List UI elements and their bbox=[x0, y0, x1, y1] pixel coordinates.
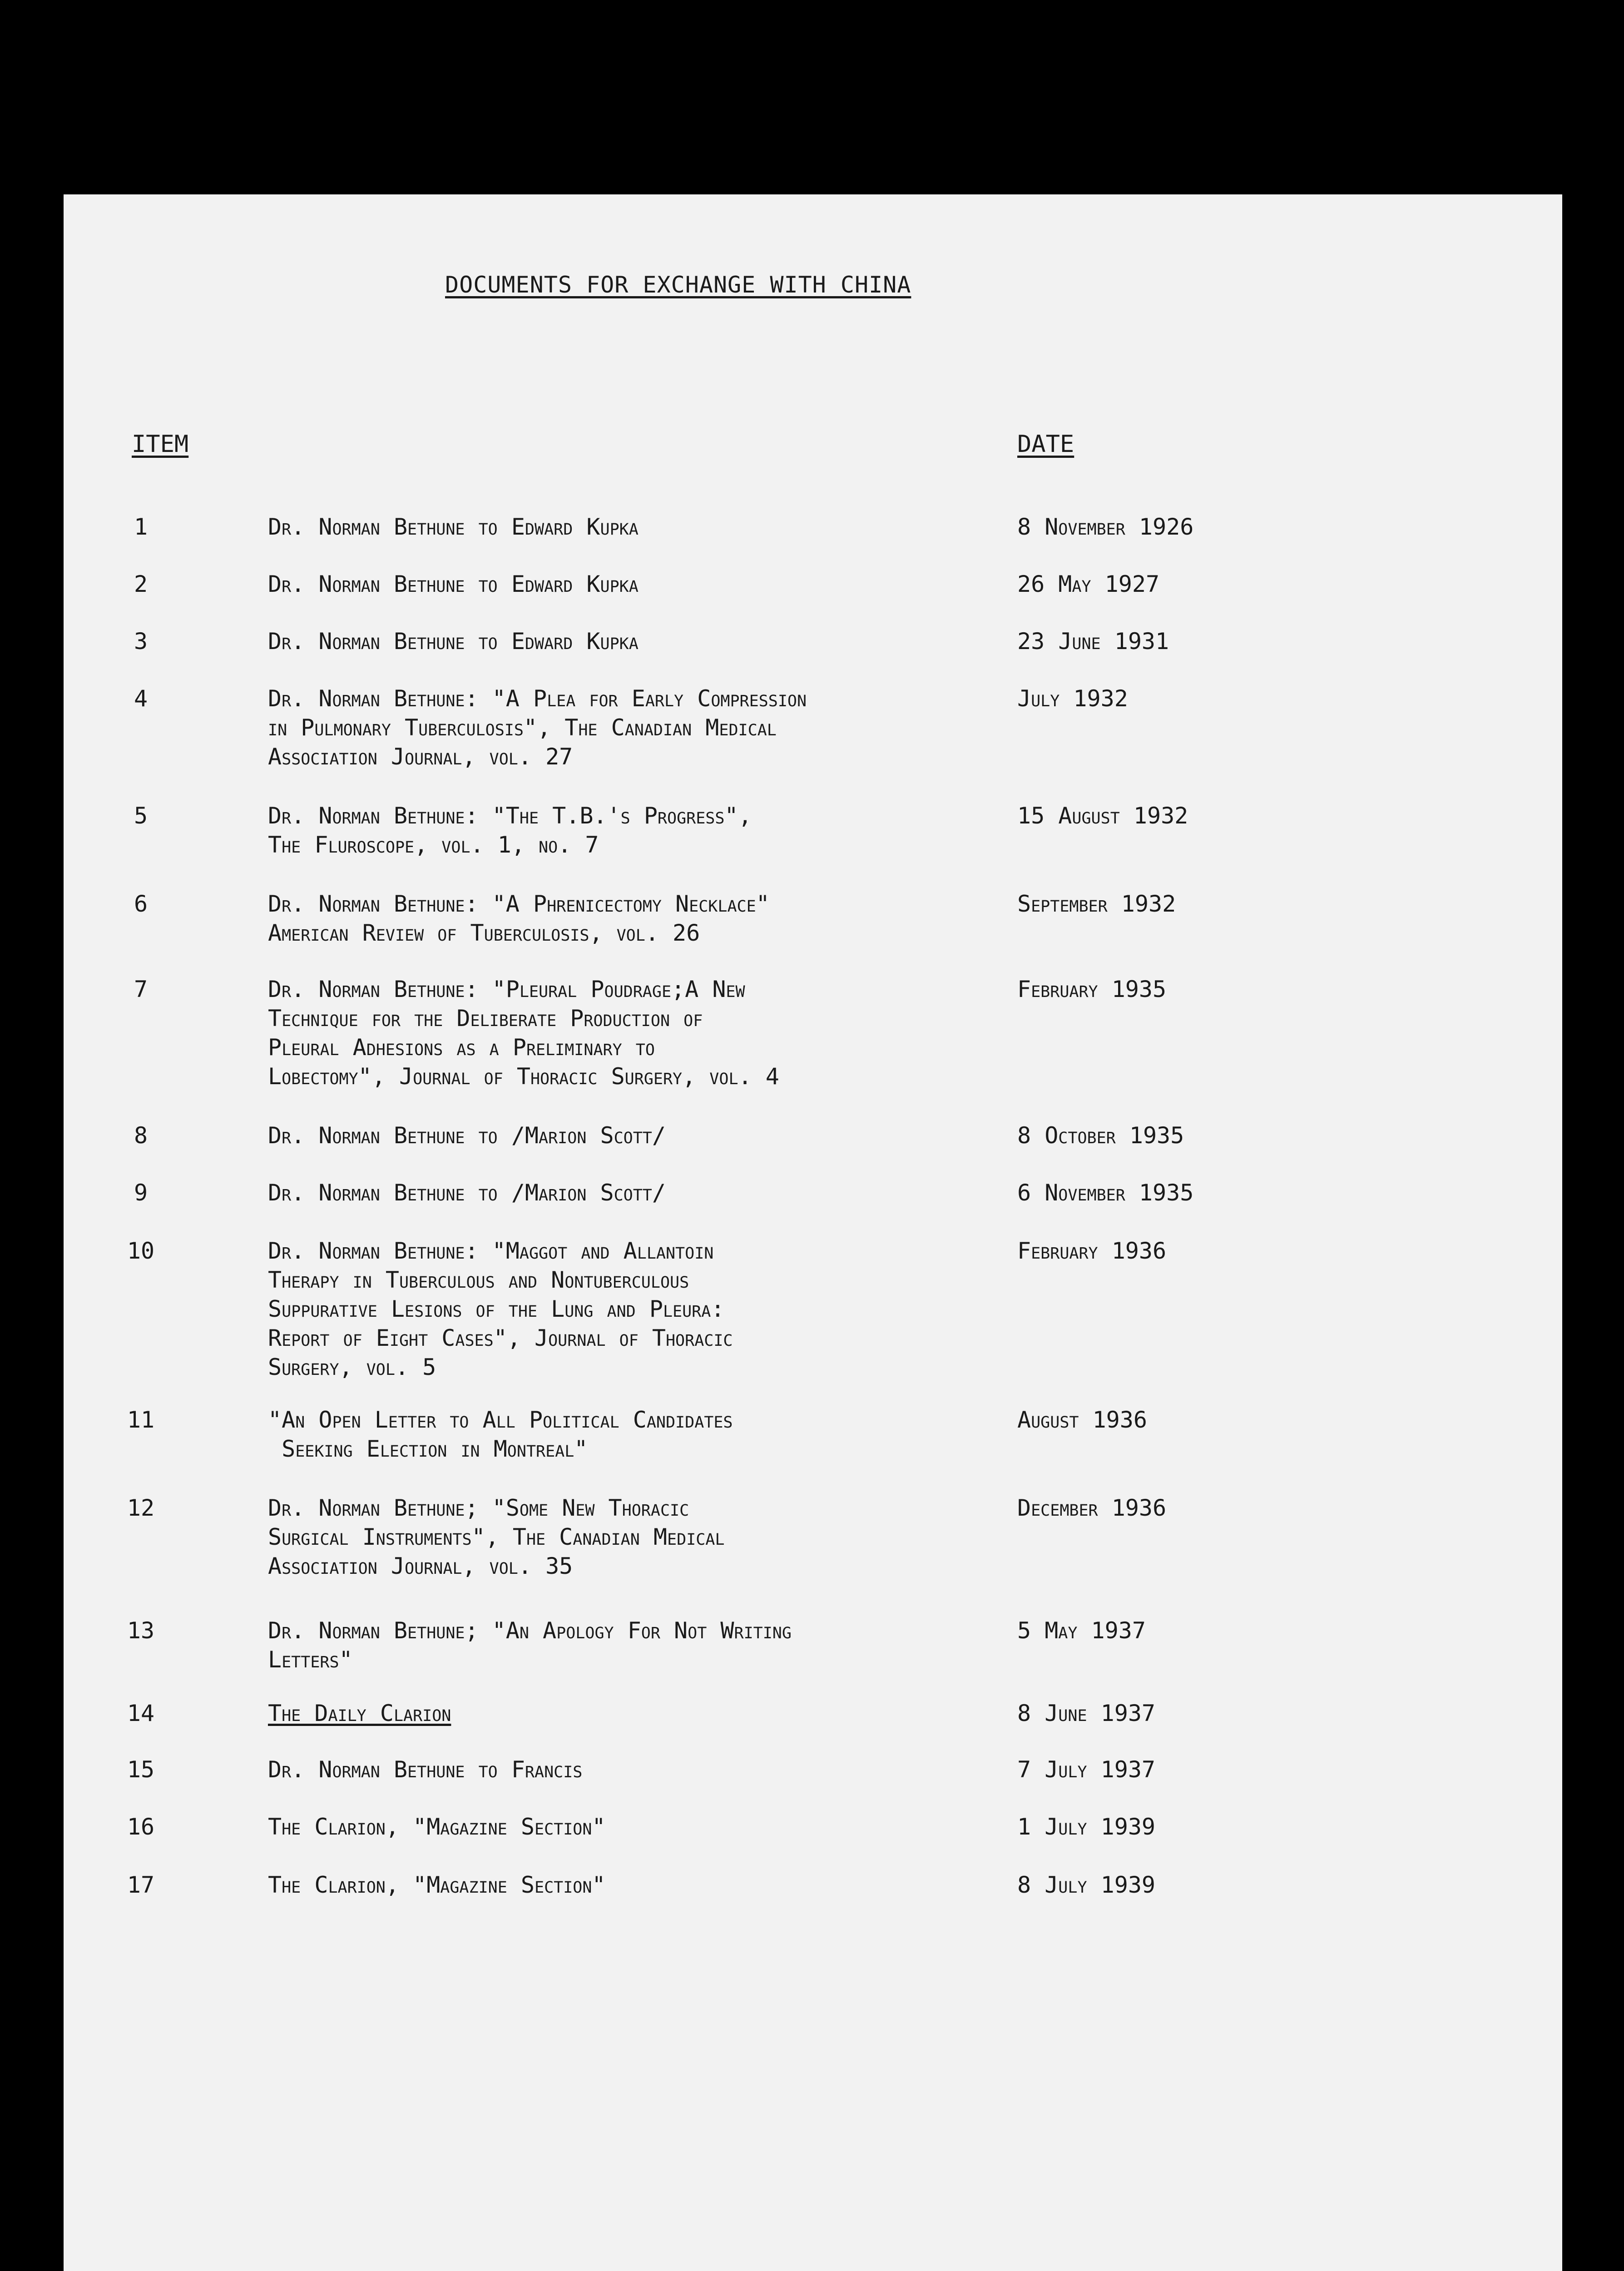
item-description-line: Seeking Election in Montreal" bbox=[268, 1436, 588, 1462]
item-description bbox=[268, 1236, 995, 1382]
item-number: 5 bbox=[134, 803, 148, 829]
item-description bbox=[268, 1699, 995, 1728]
item-description bbox=[268, 570, 995, 599]
item-date: July 1932 bbox=[1017, 685, 1128, 712]
item-number: 12 bbox=[127, 1495, 155, 1521]
item-date: 23 June 1931 bbox=[1017, 628, 1169, 655]
item-description-line: Pleural Adhesions as a Preliminary to bbox=[268, 1034, 655, 1061]
item-description bbox=[268, 1121, 995, 1150]
item-description-line: Suppurative Lesions of the Lung and Pleura: bbox=[268, 1296, 725, 1322]
item-description-line: The Fluroscope, vol. 1, no. 7 bbox=[268, 832, 599, 858]
item-date: 26 May 1927 bbox=[1017, 571, 1160, 597]
item-number: 4 bbox=[134, 685, 148, 712]
item-number: 15 bbox=[127, 1756, 155, 1783]
item-description bbox=[268, 1616, 995, 1674]
item-description bbox=[268, 889, 995, 947]
item-description-line: Dr. Norman Bethune to /Marion Scott/ bbox=[268, 1122, 666, 1149]
arrow-marker-icon bbox=[0, 1483, 41, 1523]
item-date: 1 July 1939 bbox=[1017, 1814, 1156, 1840]
item-description-line: Dr. Norman Bethune to Francis bbox=[268, 1756, 583, 1783]
column-header-item: ITEM bbox=[132, 431, 189, 458]
item-number: 11 bbox=[127, 1407, 155, 1433]
item-number: 17 bbox=[127, 1872, 155, 1898]
item-description-line: Dr. Norman Bethune; "An Apology For Not Writing bbox=[268, 1617, 792, 1644]
item-date: 8 November 1926 bbox=[1017, 514, 1194, 540]
item-description bbox=[268, 512, 995, 541]
item-number: 9 bbox=[134, 1180, 148, 1206]
column-header-date: DATE bbox=[1017, 431, 1074, 458]
document-page bbox=[64, 194, 1562, 2271]
item-description bbox=[268, 975, 995, 1091]
item-number: 3 bbox=[134, 628, 148, 655]
item-description-line: The Clarion, "Magazine Section" bbox=[268, 1872, 606, 1898]
item-description-line: Dr. Norman Bethune: "A Plea for Early Compression bbox=[268, 685, 807, 712]
item-description bbox=[268, 1178, 995, 1207]
item-description-line: "An Open Letter to All Political Candidates bbox=[268, 1407, 733, 1433]
item-number: 10 bbox=[127, 1238, 155, 1264]
item-description-line: Dr. Norman Bethune: "A Phrenicectomy Necklace" bbox=[268, 891, 770, 917]
item-number: 8 bbox=[134, 1122, 148, 1149]
item-description-line: Association Journal, vol. 27 bbox=[268, 744, 573, 770]
item-description-line: Dr. Norman Bethune: "Maggot and Allantoin bbox=[268, 1238, 714, 1264]
item-description-line: Dr. Norman Bethune: "Pleural Poudrage;A New bbox=[268, 976, 745, 1002]
item-description bbox=[268, 801, 995, 859]
item-date: 7 July 1937 bbox=[1017, 1756, 1156, 1783]
item-number: 13 bbox=[127, 1617, 155, 1644]
item-description bbox=[268, 684, 995, 771]
item-date: 15 August 1932 bbox=[1017, 803, 1188, 829]
item-description-line: Dr. Norman Bethune to /Marion Scott/ bbox=[268, 1180, 666, 1206]
item-date: September 1932 bbox=[1017, 891, 1176, 917]
item-description-line: in Pulmonary Tuberculosis", The Canadian Medical bbox=[268, 714, 777, 741]
item-description-line: American Review of Tuberculosis, vol. 26 bbox=[268, 920, 700, 946]
item-date: 8 July 1939 bbox=[1017, 1872, 1156, 1898]
item-description-line: Surgery, vol. 5 bbox=[268, 1354, 436, 1380]
item-description bbox=[268, 1493, 995, 1581]
item-number: 6 bbox=[134, 891, 148, 917]
item-description-line: Association Journal, vol. 35 bbox=[268, 1553, 573, 1579]
item-description-line: Dr. Norman Bethune; "Some New Thoracic bbox=[268, 1495, 689, 1521]
item-description-line: Dr. Norman Bethune: "The T.B.'s Progress", bbox=[268, 803, 752, 829]
item-description-line: Therapy in Tuberculous and Nontuberculous bbox=[268, 1267, 689, 1293]
item-description-line: Dr. Norman Bethune to Edward Kupka bbox=[268, 628, 639, 655]
item-date: 5 May 1937 bbox=[1017, 1617, 1146, 1644]
item-number: 2 bbox=[134, 571, 148, 597]
item-date: August 1936 bbox=[1017, 1407, 1147, 1433]
item-description bbox=[268, 1870, 995, 1899]
item-description-line: Dr. Norman Bethune to Edward Kupka bbox=[268, 571, 639, 597]
item-number: 7 bbox=[134, 976, 148, 1002]
item-date: 8 October 1935 bbox=[1017, 1122, 1184, 1149]
item-date: December 1936 bbox=[1017, 1495, 1167, 1521]
item-description-line: Lobectomy", Journal of Thoracic Surgery, vol. 4 bbox=[268, 1063, 779, 1090]
item-date: February 1935 bbox=[1017, 976, 1167, 1002]
item-description-line: Technique for the Deliberate Production of bbox=[268, 1005, 703, 1031]
item-description-line: Report of Eight Cases", Journal of Thoracic bbox=[268, 1325, 733, 1351]
document-title: DOCUMENTS FOR EXCHANGE WITH CHINA bbox=[445, 272, 911, 298]
item-number: 14 bbox=[127, 1700, 155, 1726]
item-date: 6 November 1935 bbox=[1017, 1180, 1194, 1206]
item-description-line: Dr. Norman Bethune to Edward Kupka bbox=[268, 514, 639, 540]
item-description bbox=[268, 627, 995, 656]
item-number: 16 bbox=[127, 1814, 155, 1840]
item-description bbox=[268, 1812, 995, 1841]
item-date: February 1936 bbox=[1017, 1238, 1167, 1264]
item-description bbox=[268, 1405, 995, 1463]
item-description bbox=[268, 1755, 995, 1784]
item-description-line: The Daily Clarion bbox=[268, 1700, 451, 1726]
item-description-line: Surgical Instruments", The Canadian Medical bbox=[268, 1524, 725, 1550]
item-description-line: Letters" bbox=[268, 1646, 353, 1673]
item-description-line: The Clarion, "Magazine Section" bbox=[268, 1814, 606, 1840]
item-number: 1 bbox=[134, 514, 148, 540]
item-date: 8 June 1937 bbox=[1017, 1700, 1156, 1726]
